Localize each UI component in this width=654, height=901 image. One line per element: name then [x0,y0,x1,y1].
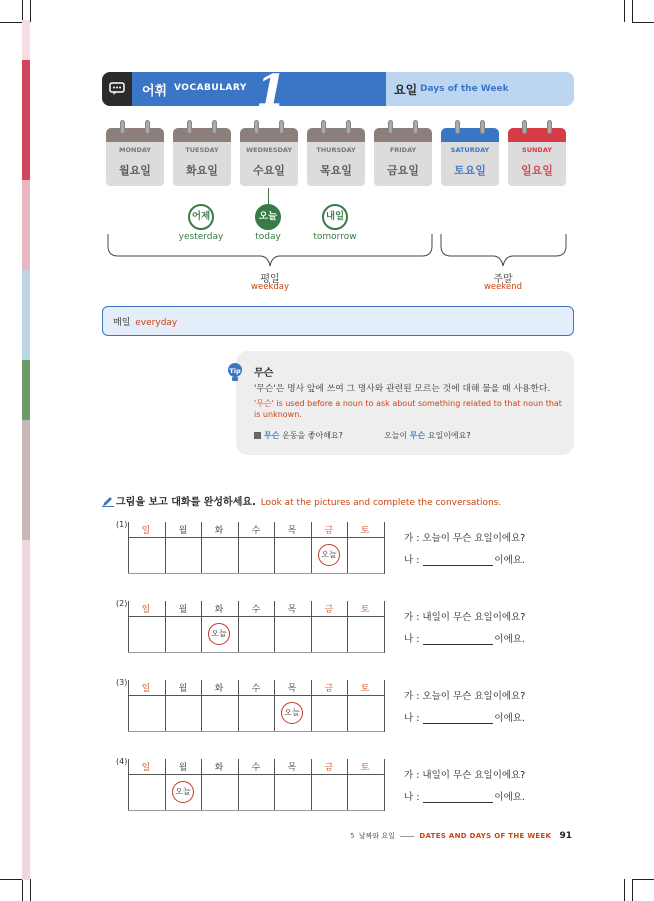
weekend-label-en: weekend [483,282,523,292]
tip-example-2 [384,430,471,441]
week-day-label: 금 [324,684,334,694]
tip-title: 무슨 [254,368,274,379]
week-day-label: 토 [360,526,370,536]
day-name-ko: 화요일 [186,164,218,177]
tip-explanation-ko: '무슨'은 명사 앞에 쓰여 그 명사와 관련된 모르는 것에 대해 물을 때 사용한다. [254,384,551,394]
answer-suffix: 이에요. [494,555,525,566]
yesterday-label: yesterday [178,232,224,242]
strip-segment [22,360,30,420]
table-divider [384,759,385,811]
table-rule [128,573,384,574]
today-marker: 오늘 [208,623,230,645]
today-marker: 오늘 [318,544,340,566]
answer-line [404,552,525,566]
table-rule [128,774,384,775]
answer-line [404,710,525,724]
today-label: today [255,232,281,242]
answer-suffix: 이에요. [494,792,525,803]
table-divider [384,601,385,653]
day-name-en: WEDNESDAY [245,146,293,154]
week-day-label: 월 [178,684,188,694]
week-day-label: 토 [360,763,370,773]
exercise-number: (2) [116,599,128,608]
day-name-en: THURSDAY [316,146,356,154]
section-number: 1 [256,72,287,106]
week-day-label: 화 [214,763,224,773]
tomorrow-circle: 내일 [322,204,348,230]
week-day-label: 목 [287,526,297,536]
example-marker-icon [254,432,261,439]
answer-suffix: 이에요. [494,634,525,645]
weekend-label-ko: 주말 [493,274,513,285]
week-day-label: 화 [214,605,224,615]
day-name-ko: 월요일 [119,164,151,177]
example-text: 운동을 좋아해요? [279,431,343,440]
table-divider [384,522,385,574]
chapter-number: 5 [350,832,355,840]
week-table [128,759,384,811]
example-text: 요일이에요? [425,431,471,440]
week-day-label: 화 [214,526,224,536]
week-day-label: 일 [141,605,151,615]
chapter-title-en: DATES AND DAYS OF THE WEEK [419,832,552,840]
section-label-en: VOCABULARY [174,83,247,93]
lightbulb-icon [226,361,244,383]
day-name-ko: 금요일 [387,164,419,177]
table-rule [128,537,384,538]
answer-blank[interactable] [423,793,493,803]
week-day-label: 토 [360,605,370,615]
day-name-en: FRIDAY [389,146,417,154]
today-marker: 오늘 [281,702,303,724]
week-table [128,601,384,653]
exercise-number: (3) [116,678,128,687]
week-day-label: 수 [251,684,261,694]
day-name-ko: 목요일 [320,164,352,177]
crop-mark [624,879,625,901]
week-day-label: 금 [324,763,334,773]
day-name-en: SUNDAY [522,146,552,154]
week-day-label: 월 [178,605,188,615]
exercise-number: (4) [116,757,128,766]
day-name-ko: 수요일 [253,164,285,177]
page-subtitle: Days of the Week [420,84,509,94]
weekday-weekend-brackets [0,0,654,300]
week-day-label: 화 [214,684,224,694]
week-day-label: 금 [324,526,334,536]
answer-prefix: 나 : [404,713,420,724]
table-rule [128,695,384,696]
week-day-label: 목 [287,684,297,694]
page-title: 요일 [394,83,418,97]
strip-segment [22,540,30,880]
crop-mark [632,879,654,880]
day-name-ko: 일요일 [521,164,553,177]
page-number: 91 [559,831,572,841]
crop-mark [22,879,23,901]
today-marker: 오늘 [172,781,194,803]
day-name-en: MONDAY [119,146,151,154]
day-name-en: SATURDAY [450,146,490,154]
tip-explanation-en: '무슨' is used before a noun to ask about something related to that noun that is unknown. [254,399,562,419]
week-day-label: 일 [141,526,151,536]
table-rule [128,731,384,732]
today-circle: 오늘 [255,204,281,230]
weekday-label-en: weekday [251,282,289,292]
crop-mark [632,879,633,901]
answer-prefix: 나 : [404,792,420,803]
crop-mark [30,879,31,901]
crop-mark [0,879,22,880]
everyday-en: everyday [135,318,178,328]
answer-line [404,789,525,803]
example-text: 오늘이 [384,431,410,440]
everyday-ko: 매일 [113,318,131,328]
example-highlight: 무슨 [409,431,426,440]
day-name-ko: 토요일 [454,164,486,177]
chapter-title-ko: 날짜와 요일 [358,832,395,840]
footer-divider [400,836,414,837]
answer-blank[interactable] [423,714,493,724]
week-day-label: 일 [141,763,151,773]
answer-suffix: 이에요. [494,713,525,724]
table-rule [128,810,384,811]
week-day-label: 수 [251,526,261,536]
week-table [128,522,384,574]
tip-icon-text: Tip [229,367,241,375]
everyday-box [102,306,574,336]
week-day-label: 수 [251,605,261,615]
example-highlight: 무슨 [264,431,280,440]
week-day-label: 수 [251,763,261,773]
strip-segment [22,420,30,540]
question-text: 가 : 내일이 무슨 요일이에요? [404,770,526,781]
answer-line [404,631,525,645]
tip-example-1 [254,430,343,441]
page-footer [350,831,572,841]
exercise-instruction [102,493,501,508]
yesterday-circle: 어제 [188,204,214,230]
answer-blank[interactable] [423,556,493,566]
question-text: 가 : 내일이 무슨 요일이에요? [404,612,526,623]
answer-prefix: 나 : [404,555,420,566]
week-day-label: 목 [287,605,297,615]
weekday-label-ko: 평일 [260,274,280,285]
week-day-label: 토 [360,684,370,694]
table-rule [128,616,384,617]
exercise-number: (1) [116,520,128,529]
tomorrow-label: tomorrow [313,232,357,242]
week-day-label: 월 [178,763,188,773]
week-day-label: 금 [324,605,334,615]
answer-prefix: 나 : [404,634,420,645]
week-day-label: 일 [141,684,151,694]
week-day-label: 목 [287,763,297,773]
week-day-label: 월 [178,526,188,536]
week-table [128,680,384,732]
table-rule [128,652,384,653]
instruction-ko: 그림을 보고 대화를 완성하세요. [116,497,256,508]
answer-blank[interactable] [423,635,493,645]
day-name-en: TUESDAY [185,146,219,154]
instruction-en: Look at the pictures and complete the conversations. [260,498,502,508]
section-label-ko: 어휘 [142,84,168,99]
question-text: 가 : 오늘이 무슨 요일이에요? [404,691,526,702]
question-text: 가 : 오늘이 무슨 요일이에요? [404,533,526,544]
table-divider [384,680,385,732]
